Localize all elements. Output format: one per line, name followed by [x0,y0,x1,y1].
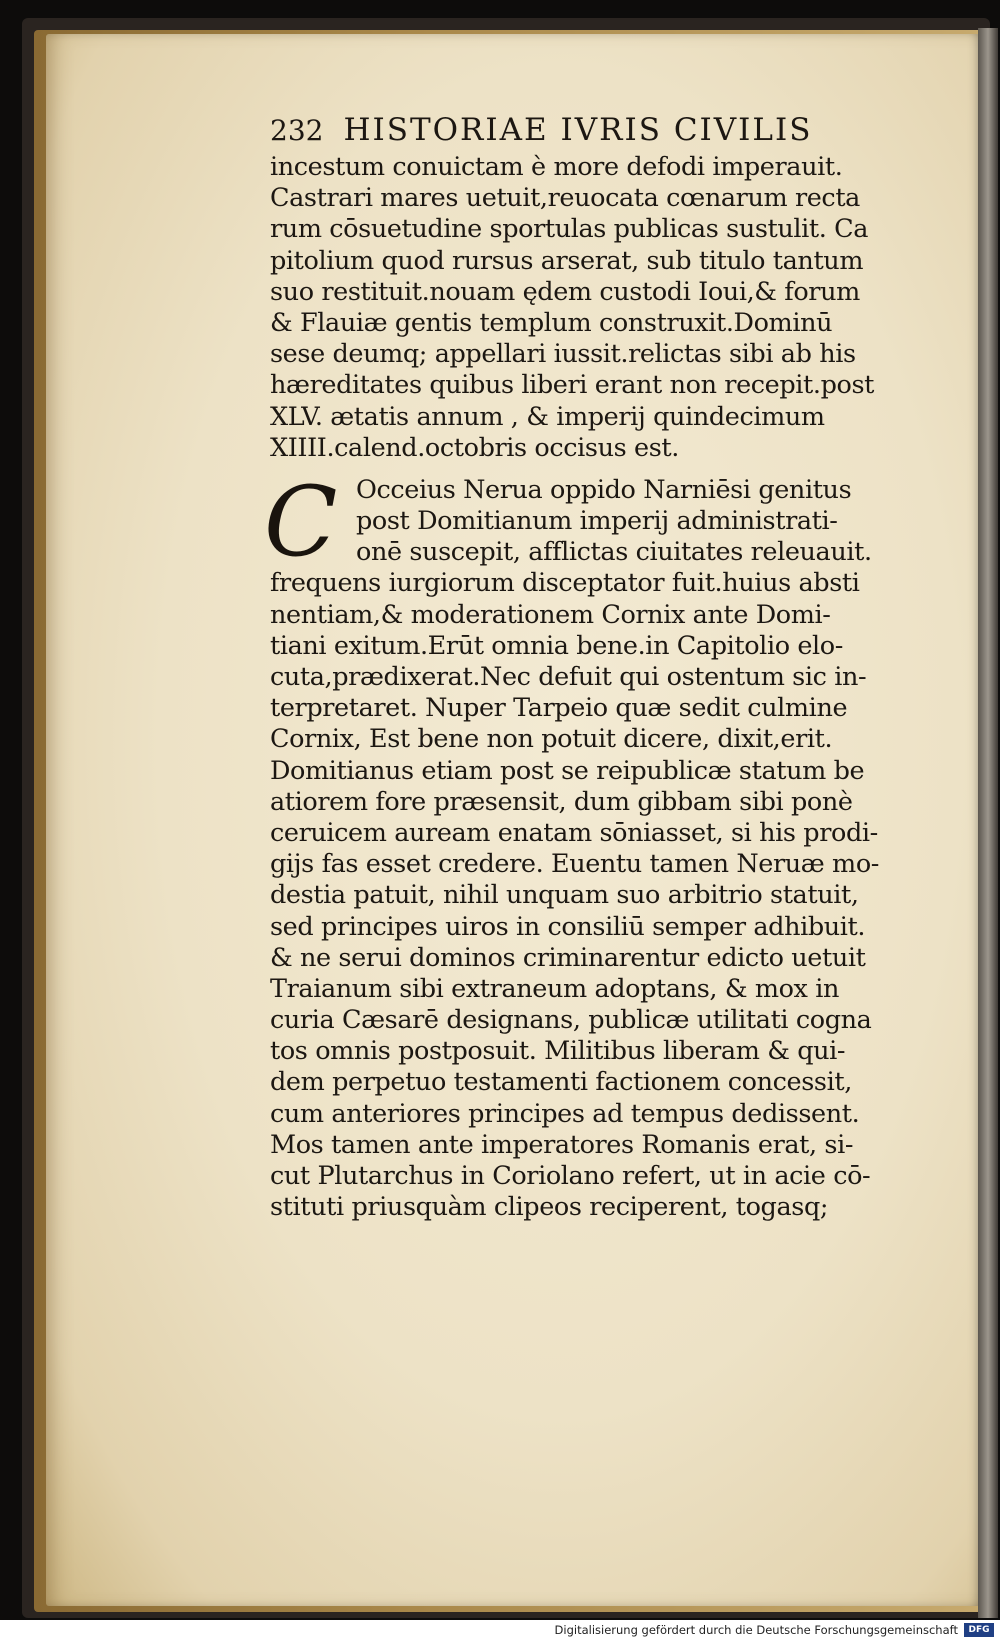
text-line: Castrari mares uetuit,reuocata cœnarum recta [270,183,860,214]
text-line: XIIII.calend.octobris occisus est. [270,432,679,463]
text-line: Traianum sibi extraneum adoptans, & mox in [270,973,840,1004]
text-line: & Flauiæ gentis templum construxit.Dominū [270,307,833,338]
dfg-logo: DFG [964,1623,994,1637]
text-line: atiorem fore præsensit, dum gibbam sibi ponè [270,786,853,817]
text-line: gijs fas esset credere. Euentu tamen Neruæ mo- [270,849,880,880]
text-line: suo restituit.nouam ędem custodi Ioui,& forum [270,276,860,307]
drop-cap: C [264,465,338,578]
text-line: sed principes uiros in consiliū semper adhibuit. [270,911,866,942]
text-line: tos omnis postposuit. Militibus liberam & qui- [270,1036,846,1067]
funding-credit: Digitalisierung gefördert durch die Deutsche Forschungsgemeinschaft [554,1623,958,1637]
text-line: ceruicem auream enatam sōniasset, si his prodi- [270,817,878,848]
text-line: Domitianus etiam post se reipublicæ statum be [270,755,865,786]
text-block [264,112,910,1223]
text-line: hæreditates quibus liberi erant non recepit.post [270,370,875,401]
text-line: cut Plutarchus in Coriolano refert, ut in acie cō- [270,1161,871,1191]
text-line: sese deumq; appellari iussit.relictas sibi ab his [270,339,856,370]
text-line: rum cōsuetudine sportulas publicas sustulit. Ca [270,214,869,245]
text-line: stituti priusquàm clipeos reciperent, togasq; [270,1192,829,1223]
paragraph-1 [270,152,910,464]
footer-bar [0,1620,1000,1641]
text-line: cuta,prædixerat.Nec defuit qui ostentum sic in- [270,662,867,692]
text-line: Occeius Nerua oppido Narniēsi genitus [356,474,852,505]
text-line: destia patuit, nihil unquam suo arbitrio statuit, [270,880,859,911]
text-line: curia Cæsarē designans, publicæ utilitati cogna [270,1005,872,1036]
text-line: onē suscepit, afflictas ciuitates releuauit. [356,537,872,568]
binding-edge [978,28,998,1618]
text-line: incestum conuictam è more defodi imperauit. [270,152,843,182]
text-line: frequens iurgiorum disceptator fuit.huius absti [270,568,860,599]
text-line: dem perpetuo testamenti factionem concessit, [270,1067,852,1098]
running-head-title: HISTORIAE IVRIS CIVILIS [343,112,813,148]
text-line: Mos tamen ante imperatores Romanis erat, si- [270,1129,854,1160]
text-line: cum anteriores principes ad tempus dedissent. [270,1098,860,1129]
running-head [270,112,910,152]
text-line: & ne serui dominos criminarentur edicto uetuit [270,942,866,973]
text-line: post Domitianum imperij administrati- [356,506,838,537]
text-line: tiani exitum.Erūt omnia bene.in Capitolio elo- [270,630,843,661]
paragraph-gap [270,464,910,475]
text-line: terpretaret. Nuper Tarpeio quæ sedit culmine [270,693,848,724]
text-line: nentiam,& moderationem Cornix ante Domi- [270,599,831,630]
paragraph-2 [264,465,910,1224]
page-number: 232 [270,114,324,147]
text-line: Cornix, Est bene non potuit dicere, dixit,erit. [270,724,833,755]
text-line: XLV. ætatis annum , & imperij quindecimum [270,401,825,432]
text-line: pitolium quod rursus arserat, sub titulo tantum [270,245,864,276]
